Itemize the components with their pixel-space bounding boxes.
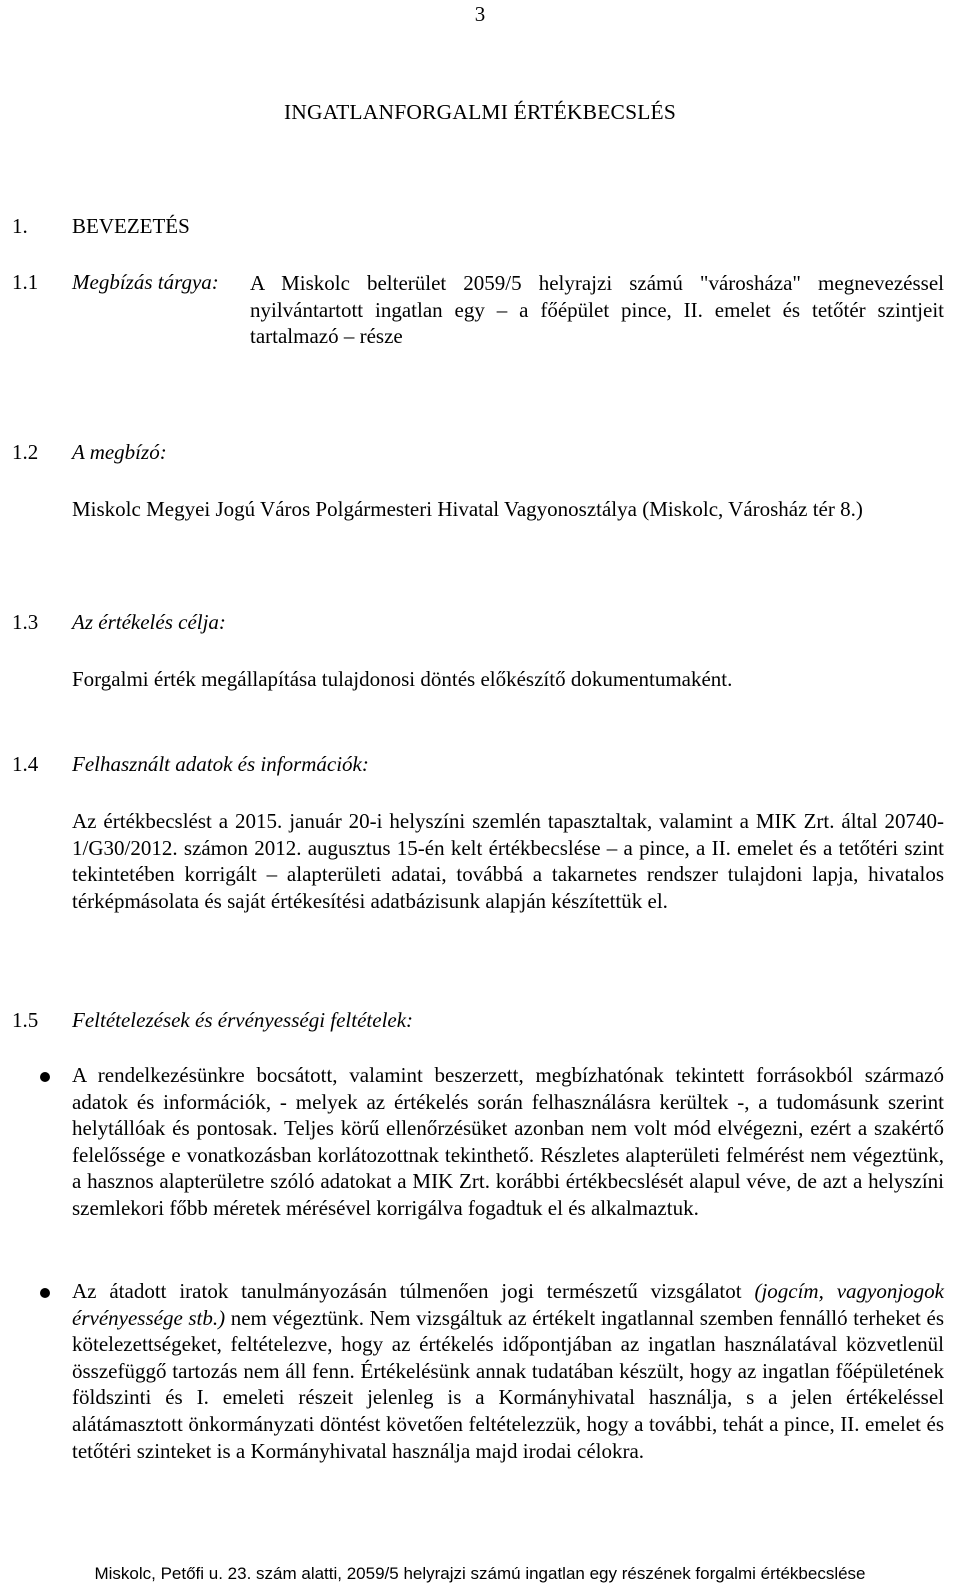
page-footer: Miskolc, Petőfi u. 23. szám alatti, 2059/5 helyrajzi számú ingatlan egy részének forgalmi értékbecslése xyxy=(94,1564,866,1583)
section-1-3-text: Forgalmi érték megállapítása tulajdonosi döntés előkészítő dokumentumaként. xyxy=(72,667,733,691)
document-title: INGATLANFORGALMI ÉRTÉKBECSLÉS xyxy=(283,100,677,124)
section-1-number: 1. xyxy=(12,214,28,238)
page-number: 3 xyxy=(474,2,486,26)
section-1-2-heading: A megbízó: xyxy=(72,440,167,464)
section-1-4-number: 1.4 xyxy=(12,752,39,776)
section-1-3-number: 1.3 xyxy=(12,610,39,634)
section-1-3-heading: Az értékelés célja: xyxy=(72,610,226,634)
section-1-heading: BEVEZETÉS xyxy=(72,214,190,238)
section-1-5-heading: Feltételezések és érvényességi feltételek: xyxy=(72,1008,414,1032)
section-1-2-number: 1.2 xyxy=(12,440,39,464)
section-1-1-number: 1.1 xyxy=(12,270,39,294)
section-1-4-heading: Felhasznált adatok és információk: xyxy=(72,752,369,776)
section-1-5-bullet-1: A rendelkezésünkre bocsátott, valamint beszerzett, megbízhatónak tekintett forrásokból származó adatok és információk, - melyek az értékelés során felhasználásra kerültek -, a tudomásunk szerint helytállóak és pontosak. Teljes körű ellenőrzésüket azonban nem volt mód elvégezni, ezért a szakértő felelőssége e vonatkozásban korlátozottnak tekinthető. Részletes alapterületi felmérést nem végeztünk, a hasznos alapterületre szóló adatokat a MIK Zrt. korábbi értékbecslését alapul véve, de azt a helyszíni szemlekori főbb méretek mérésével korrigálva fogadtuk el és alkalmaztuk. xyxy=(72,1063,944,1220)
bullet-2-italic-text: (jogcím, vagyonjogok érvényessége stb.) xyxy=(72,1279,944,1330)
section-1-2-text: Miskolc Megyei Jogú Város Polgármesteri Hivatal Vagyonosztálya (Miskolc, Városház tér 8.) xyxy=(72,497,863,521)
bullet-2-text-a: Az átadott iratok tanulmányozásán túlmenően jogi természetű vizsgálatot xyxy=(72,1279,755,1303)
bullet-2-text-b: nem végeztünk. Nem vizsgáltuk az értékelt ingatlannal szemben fennálló terheket és kötelezettségeket, feltételezve, hogy az értékelés időpontjában az ingatlan használatával közvetlenül összefüggő tartozás nem áll fenn. Értékelésünk annak tudatában készült, hogy az ingatlan főépületének földszinti és I. emeleti részeit jelenleg is a Kormányhivatal használja, s a jelen értékeléssel alátámasztott önkormányzati döntést követően feltételezzük, hogy a további, tehát a pince, II. emelet és tetőtéri szinteket is a Kormányhivatal használja majd irodai célokra. xyxy=(72,1305,944,1463)
section-1-1-text: A Miskolc belterület 2059/5 helyrajzi számú "városháza" megnevezéssel nyilvántartott ingatlan egy – a főépület pince, II. emelet és tetőtér szintjeit tartalmazó – része xyxy=(250,271,944,349)
section-1-5-number: 1.5 xyxy=(12,1008,39,1032)
section-1-4-text: Az értékbecslést a 2015. január 20-i helyszíni szemlén tapasztaltak, valamint a MIK Zrt. által 20740-1/G30/2012. számon 2012. augusztus 15-én kelt értékbecslése – a pince, a II. emelet és a tetőtéri szint tekintetében korrigált – alapterületi adatai, továbbá a takarnetes rendszer tulajdoni lapja, hivatalos térképmásolata és saját értékesítési adatbázisunk alapján készítettük el. xyxy=(72,809,944,913)
section-1-5-bullet-2 xyxy=(72,1278,944,1464)
section-1-1-heading: Megbízás tárgya: xyxy=(72,270,219,294)
bullet-dot-icon xyxy=(40,1072,50,1082)
bullet-dot-icon xyxy=(40,1288,50,1298)
